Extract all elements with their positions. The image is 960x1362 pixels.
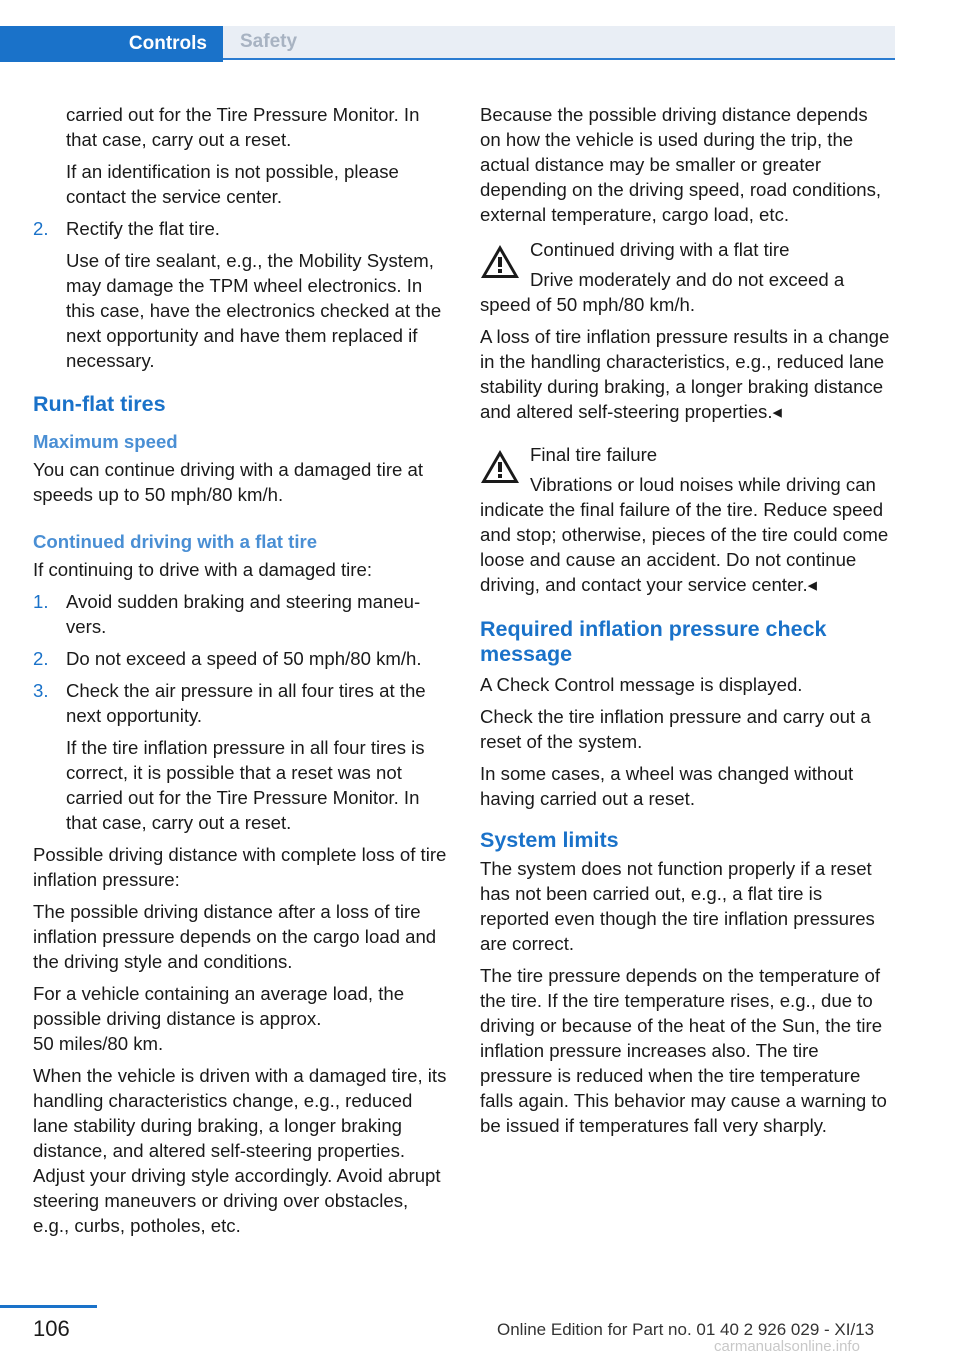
right-column <box>480 102 892 1145</box>
heading-continued-driving: Continued driving with a flat tire <box>33 531 318 552</box>
list-item-text: Do not exceed a speed of 50 mph/80 km/h. <box>66 648 422 669</box>
list-item-text: Check the air pressure in all four tires at the next opportunity. <box>66 680 426 726</box>
heading-system-limits: System limits <box>480 828 619 852</box>
left-column <box>33 102 448 1245</box>
paragraph: If an identification is not possible, please contact the service center. <box>66 161 399 207</box>
heading-run-flat-tires: Run-flat tires <box>33 392 166 416</box>
watermark: carmanualsonline.info <box>714 1338 860 1355</box>
paragraph-text: For a vehicle containing an average load, the possible driving distance is approx. <box>33 983 405 1029</box>
list-item-text: Avoid sudden braking and steering maneuvers. <box>66 591 421 637</box>
paragraph: In some cases, a wheel was changed without having carried out a reset. <box>480 763 854 809</box>
paragraph: You can continue driving with a damaged tire at speeds up to 50 mph/80 km/h. <box>33 459 424 505</box>
warning-body: Drive moderately and do not exceed a speed of 50 mph/80 km/h. <box>480 269 845 315</box>
warning-title: Continued driving with a flat tire <box>530 239 790 260</box>
paragraph: The system does not function properly if a reset has not been carried out, e.g., a flat tire is reported even though the tire inflation pressures are correct. <box>480 858 875 954</box>
edition-note: Online Edition for Part no. 01 40 2 926 029 - XI/13 <box>497 1320 875 1339</box>
warning-block <box>480 237 892 262</box>
paragraph <box>33 981 448 1056</box>
list-number: 1. <box>33 591 49 612</box>
footer-rule <box>0 1305 97 1308</box>
paragraph: A loss of tire inflation pressure results in a change in the handling characteristics, e.g., reduced lane stability during braking, a longer braking distance and altered self-steering properties.◂ <box>480 326 890 422</box>
list-item-title: Rectify the flat tire. <box>66 218 220 239</box>
warning-title: Final tire failure <box>530 444 658 465</box>
paragraph: The possible driving distance after a loss of tire inflation pressure depends on the cargo load and the driving style and conditions. <box>33 901 437 972</box>
list-number: 2. <box>33 218 49 239</box>
list-item-body: Use of tire sealant, e.g., the Mobility System, may damage the TPM wheel electronics. In this case, have the electronics checked at the next opportunity and have them replaced if necessary. <box>66 250 442 371</box>
list-number: 3. <box>33 680 49 701</box>
list-item-text: If the tire inflation pressure in all four tires is correct, it is possible that a reset was not carried out for the Tire Pressure Monitor. In that case, carry out a reset. <box>66 737 425 833</box>
heading-required-inflation: Required inflation pressure check message <box>480 617 827 666</box>
page-number: 106 <box>33 1316 70 1341</box>
list-item <box>33 646 448 671</box>
list-item <box>33 678 448 835</box>
tab-safety[interactable]: Safety <box>223 26 895 60</box>
paragraph: Check the tire inflation pressure and carry out a reset of the system. <box>480 706 871 752</box>
header-tabs <box>0 26 895 62</box>
list-item <box>33 589 448 639</box>
warning-triangle-icon <box>480 449 520 484</box>
paragraph: If continuing to drive with a damaged tire: <box>33 559 373 580</box>
warning-body: Vibrations or loud noises while driving can indicate the final failure of the tire. Reduce speed and stop; otherwise, pieces of the tire could come loose and cause an accident. Do not continue driving, and contact your service center.◂ <box>480 474 889 595</box>
paragraph-text: 50 miles/80 km. <box>33 1033 164 1054</box>
tab-controls[interactable]: Controls <box>0 26 223 62</box>
warning-triangle-icon <box>480 244 520 279</box>
paragraph: Possible driving distance with complete loss of tire inflation pressure: <box>33 844 447 890</box>
list-number: 2. <box>33 648 49 669</box>
heading-maximum-speed: Maximum speed <box>33 431 178 452</box>
list-item <box>33 216 448 373</box>
warning-block <box>480 442 892 467</box>
paragraph: carried out for the Tire Pressure Monitor. In that case, carry out a reset. <box>66 104 420 150</box>
paragraph: Because the possible driving distance depends on how the vehicle is used during the trip, the actual distance may be smaller or greater depending on the driving speed, road conditions, external temperature, cargo load, etc. <box>480 104 882 225</box>
paragraph: The tire pressure depends on the temperature of the tire. If the tire temperature rises, e.g., due to driving or because of the heat of the Sun, the tire inflation pressure increases also. The tire pressure is reduced when the tire temperature falls again. This behavior may cause a warning to be issued if temperatures fall very sharply. <box>480 965 887 1136</box>
paragraph: A Check Control message is displayed. <box>480 674 803 695</box>
paragraph: When the vehicle is driven with a damaged tire, its handling characteristics change, e.g., reduced lane stability during braking, a longer braking distance, and altered self-steering properties. Adjust your driving style accordingly. Avoid abrupt steering maneuvers or driving over obstacles, e.g., curbs, potholes, etc. <box>33 1065 447 1236</box>
